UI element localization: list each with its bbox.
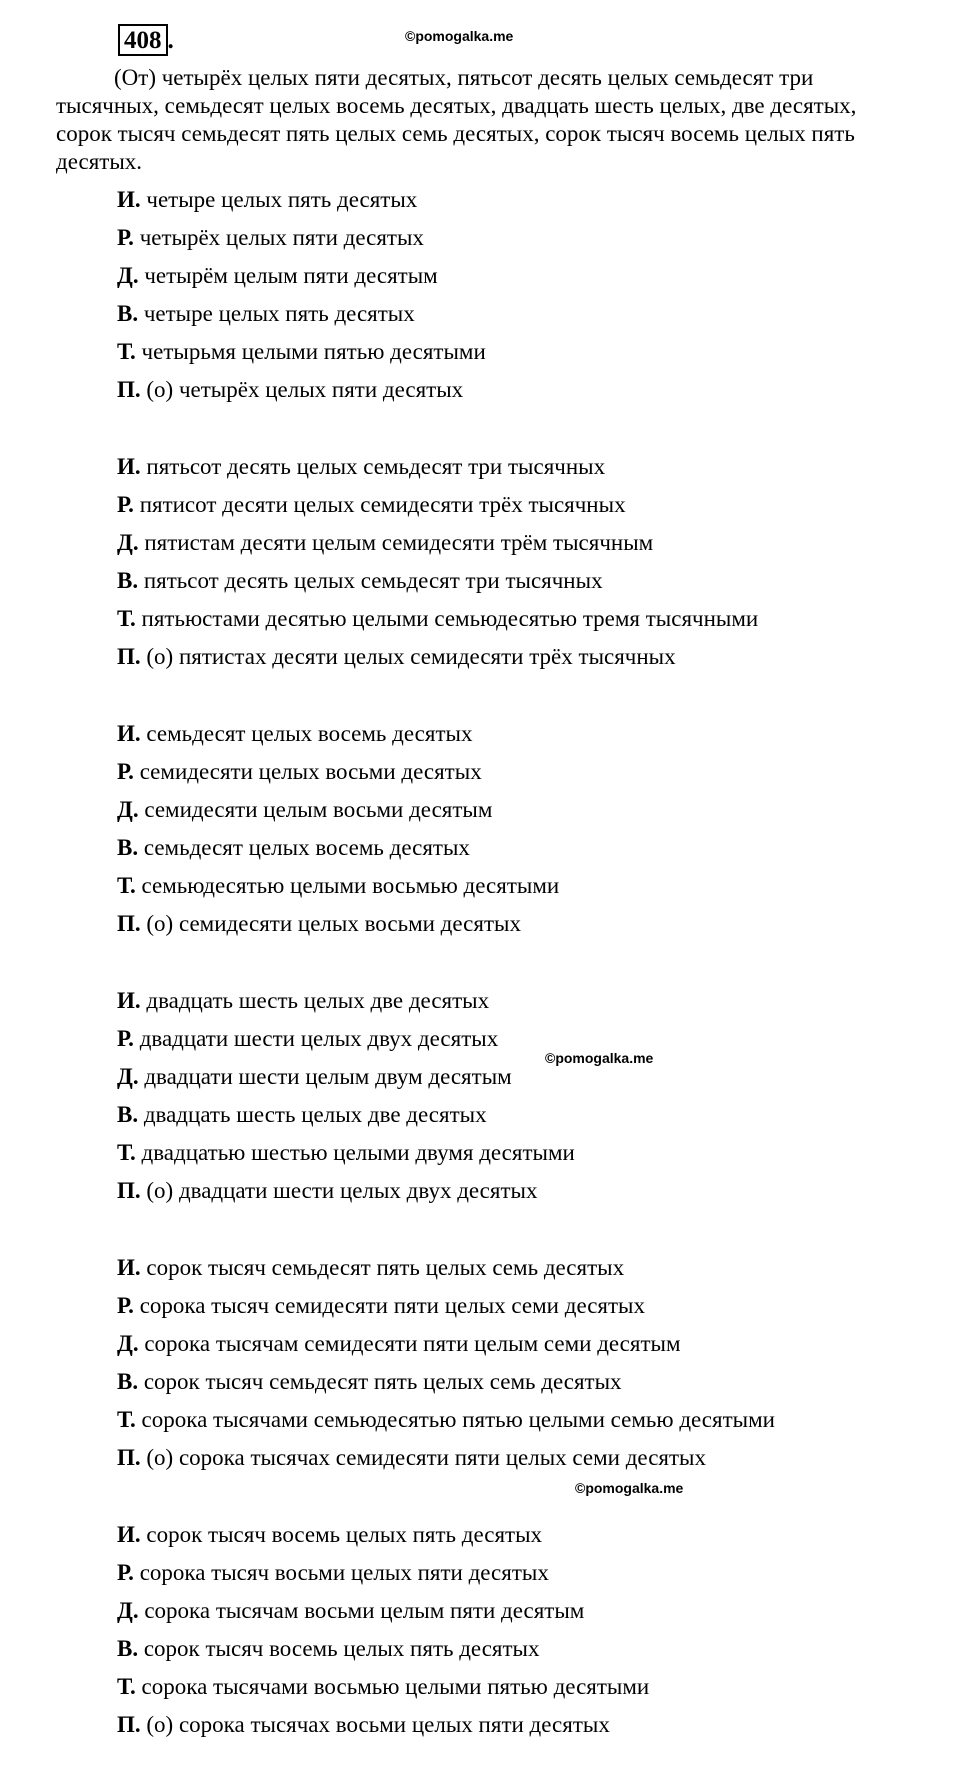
declension-text: четырьмя целыми пятью десятыми xyxy=(141,339,486,364)
case-label: П. xyxy=(117,911,141,936)
case-label: Д. xyxy=(117,797,139,822)
declension-text: двадцать шесть целых две десятых xyxy=(146,988,490,1013)
declension-text: двадцатью шестью целыми двумя десятыми xyxy=(141,1140,575,1165)
task-number-box: 408 xyxy=(118,24,168,56)
declension-text: пятисот десяти целых семидесяти трёх тысячных xyxy=(139,492,626,517)
case-label: Д. xyxy=(117,1331,139,1356)
declension-text: семидесяти целым восьми десятым xyxy=(144,797,493,822)
task-number xyxy=(118,24,174,56)
case-label: П. xyxy=(117,644,141,669)
declension-text: (о) сорока тысячах семидесяти пяти целых семи десятых xyxy=(146,1445,706,1470)
declension-row xyxy=(117,1063,512,1091)
declension-row xyxy=(117,376,463,404)
declension-row xyxy=(117,1292,645,1320)
declension-text: сорок тысяч семьдесят пять целых семь десятых xyxy=(146,1255,625,1280)
declension-row xyxy=(117,491,626,519)
declension-text: четырёх целых пяти десятых xyxy=(139,225,424,250)
declension-row xyxy=(117,758,482,786)
declension-row xyxy=(117,1521,542,1549)
declension-row xyxy=(117,529,653,557)
case-label: И. xyxy=(117,187,141,212)
declension-text: четырём целым пяти десятым xyxy=(144,263,438,288)
case-label: Д. xyxy=(117,530,139,555)
declension-text: сорок тысяч семьдесят пять целых семь десятых xyxy=(143,1369,622,1394)
declension-row xyxy=(117,910,521,938)
declension-text: четыре целых пять десятых xyxy=(143,301,415,326)
declension-row xyxy=(117,1177,537,1205)
declension-text: пятистам десяти целым семидесяти трём тысячным xyxy=(144,530,654,555)
declension-row xyxy=(117,1254,624,1282)
declension-text: сорока тысячами семьюдесятью пятью целыми семью десятыми xyxy=(141,1407,775,1432)
case-label: П. xyxy=(117,377,141,402)
declension-text: семьдесят целых восемь десятых xyxy=(146,721,473,746)
declension-row xyxy=(117,1444,706,1472)
case-label: Т. xyxy=(117,873,136,898)
declension-text: двадцать шесть целых две десятых xyxy=(143,1102,487,1127)
declension-text: семьдесят целых восемь десятых xyxy=(143,835,470,860)
case-label: Р. xyxy=(117,1560,134,1585)
watermark: ©pomogalka.me xyxy=(545,1050,654,1066)
declension-row xyxy=(117,1368,622,1396)
declension-text: (о) четырёх целых пяти десятых xyxy=(146,377,464,402)
declension-row xyxy=(117,1635,540,1663)
declension-text: сорок тысяч восемь целых пять десятых xyxy=(143,1636,540,1661)
case-label: И. xyxy=(117,988,141,1013)
declension-text: сорока тысяч семидесяти пяти целых семи десятых xyxy=(139,1293,646,1318)
declension-text: (о) двадцати шести целых двух десятых xyxy=(146,1178,538,1203)
declension-row xyxy=(117,1711,610,1739)
case-label: Р. xyxy=(117,759,134,784)
declension-text: двадцати шести целых двух десятых xyxy=(139,1026,499,1051)
case-label: В. xyxy=(117,1369,139,1394)
declension-row xyxy=(117,1597,584,1625)
intro-paragraph: (От) четырёх целых пяти десятых, пятьсот десять целых семьдесят три тысячных, семьдесят целых восемь десятых, двадцать шесть целых, две десятых, сорок тысяч семьдесят пять целых семь десятых, сорок тысяч восемь целых пять десятых. xyxy=(56,65,857,174)
case-label: И. xyxy=(117,454,141,479)
case-label: В. xyxy=(117,301,139,326)
case-label: И. xyxy=(117,1522,141,1547)
case-label: Д. xyxy=(117,263,139,288)
case-label: Д. xyxy=(117,1064,139,1089)
case-label: Т. xyxy=(117,1140,136,1165)
declension-row xyxy=(117,262,438,290)
declension-row xyxy=(117,1559,549,1587)
declension-text: четыре целых пять десятых xyxy=(146,187,418,212)
declension-row xyxy=(117,453,605,481)
declension-row xyxy=(117,605,758,633)
case-label: Р. xyxy=(117,1293,134,1318)
case-label: П. xyxy=(117,1712,141,1737)
declension-row xyxy=(117,1406,775,1434)
declension-text: семидесяти целых восьми десятых xyxy=(139,759,482,784)
declension-text: пятьюстами десятью целыми семьюдесятью тремя тысячными xyxy=(141,606,759,631)
declension-row xyxy=(117,1330,681,1358)
task-number-suffix: . xyxy=(167,27,174,54)
declension-row xyxy=(117,1025,498,1053)
case-label: В. xyxy=(117,835,139,860)
watermark: ©pomogalka.me xyxy=(405,28,514,44)
case-label: В. xyxy=(117,1102,139,1127)
declension-text: пятьсот десять целых семьдесят три тысячных xyxy=(143,568,603,593)
declension-text: сорока тысячам семидесяти пяти целым семи десятым xyxy=(144,1331,681,1356)
case-label: И. xyxy=(117,1255,141,1280)
declension-text: пятьсот десять целых семьдесят три тысячных xyxy=(146,454,606,479)
declension-row xyxy=(117,987,489,1015)
case-label: П. xyxy=(117,1178,141,1203)
declension-row xyxy=(117,872,559,900)
declension-row xyxy=(117,567,603,595)
declension-row xyxy=(117,796,492,824)
case-label: В. xyxy=(117,1636,139,1661)
declension-row xyxy=(117,186,417,214)
case-label: Д. xyxy=(117,1598,139,1623)
declension-row xyxy=(117,720,472,748)
declension-text: сорок тысяч восемь целых пять десятых xyxy=(146,1522,543,1547)
declension-text: семьюдесятью целыми восьмью десятыми xyxy=(141,873,560,898)
declension-text: сорока тысячам восьми целым пяти десятым xyxy=(144,1598,585,1623)
case-label: Р. xyxy=(117,1026,134,1051)
declension-row xyxy=(117,1139,575,1167)
declension-text: (о) семидесяти целых восьми десятых xyxy=(146,911,521,936)
declension-row xyxy=(117,834,470,862)
declension-text: сорока тысячами восьмью целыми пятью десятыми xyxy=(141,1674,650,1699)
case-label: Т. xyxy=(117,339,136,364)
declension-row xyxy=(117,643,676,671)
declension-text: (о) сорока тысячах восьми целых пяти десятых xyxy=(146,1712,610,1737)
declension-text: (о) пятистах десяти целых семидесяти трёх тысячных xyxy=(146,644,676,669)
declension-text: двадцати шести целым двум десятым xyxy=(144,1064,512,1089)
case-label: Р. xyxy=(117,492,134,517)
watermark: ©pomogalka.me xyxy=(575,1480,684,1496)
case-label: Р. xyxy=(117,225,134,250)
declension-text: сорока тысяч восьми целых пяти десятых xyxy=(139,1560,549,1585)
case-label: В. xyxy=(117,568,139,593)
declension-row xyxy=(117,300,415,328)
declension-row xyxy=(117,224,424,252)
case-label: Т. xyxy=(117,606,136,631)
declension-row xyxy=(117,1101,487,1129)
case-label: Т. xyxy=(117,1407,136,1432)
case-label: П. xyxy=(117,1445,141,1470)
declension-row xyxy=(117,338,486,366)
declension-row xyxy=(117,1673,649,1701)
case-label: Т. xyxy=(117,1674,136,1699)
case-label: И. xyxy=(117,721,141,746)
